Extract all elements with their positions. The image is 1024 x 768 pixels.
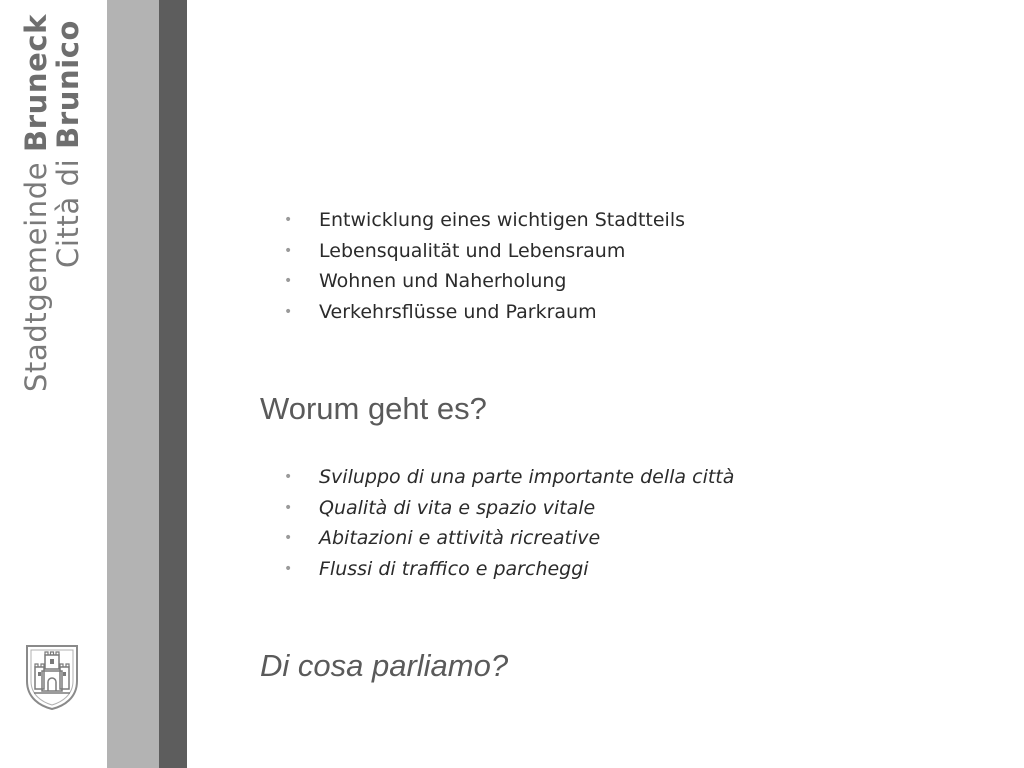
- list-item: • Sviluppo di una parte importante della città: [284, 462, 884, 493]
- bullet-icon: •: [284, 499, 293, 516]
- bullet-icon: •: [284, 242, 293, 259]
- german-heading: Worum geht es?: [260, 391, 487, 426]
- bullet-icon: •: [284, 530, 293, 546]
- list-item: • Verkehrsflüsse und Parkraum: [284, 297, 884, 328]
- german-topics-list: [284, 205, 884, 327]
- coat-of-arms-icon: [24, 643, 80, 711]
- italian-topics-list: [284, 462, 884, 584]
- list-item: • Lebensqualität und Lebensraum: [284, 236, 884, 267]
- list-item: • Qualità di vita e spazio vitale: [284, 493, 884, 524]
- bullet-icon: •: [284, 273, 293, 289]
- bullet-icon: •: [284, 560, 293, 577]
- bullet-icon: •: [284, 469, 293, 485]
- decorative-stripe-dark: [159, 0, 187, 768]
- brand-line-italian: Città di Brunico: [51, 19, 86, 268]
- bullet-icon: •: [284, 212, 293, 228]
- city-brand-logo: [19, 13, 86, 392]
- list-item: • Abitazioni e attività ricreative: [284, 523, 884, 554]
- list-item: • Entwicklung eines wichtigen Stadtteils: [284, 205, 884, 236]
- list-item: • Flussi di traffico e parcheggi: [284, 554, 884, 585]
- brand-line-german: Stadtgemeinde Bruneck: [19, 13, 53, 392]
- bullet-icon: •: [284, 303, 293, 320]
- list-item: • Wohnen und Naherholung: [284, 266, 884, 297]
- decorative-stripe-light: [107, 0, 159, 768]
- italian-heading: Di cosa parliamo?: [260, 648, 509, 683]
